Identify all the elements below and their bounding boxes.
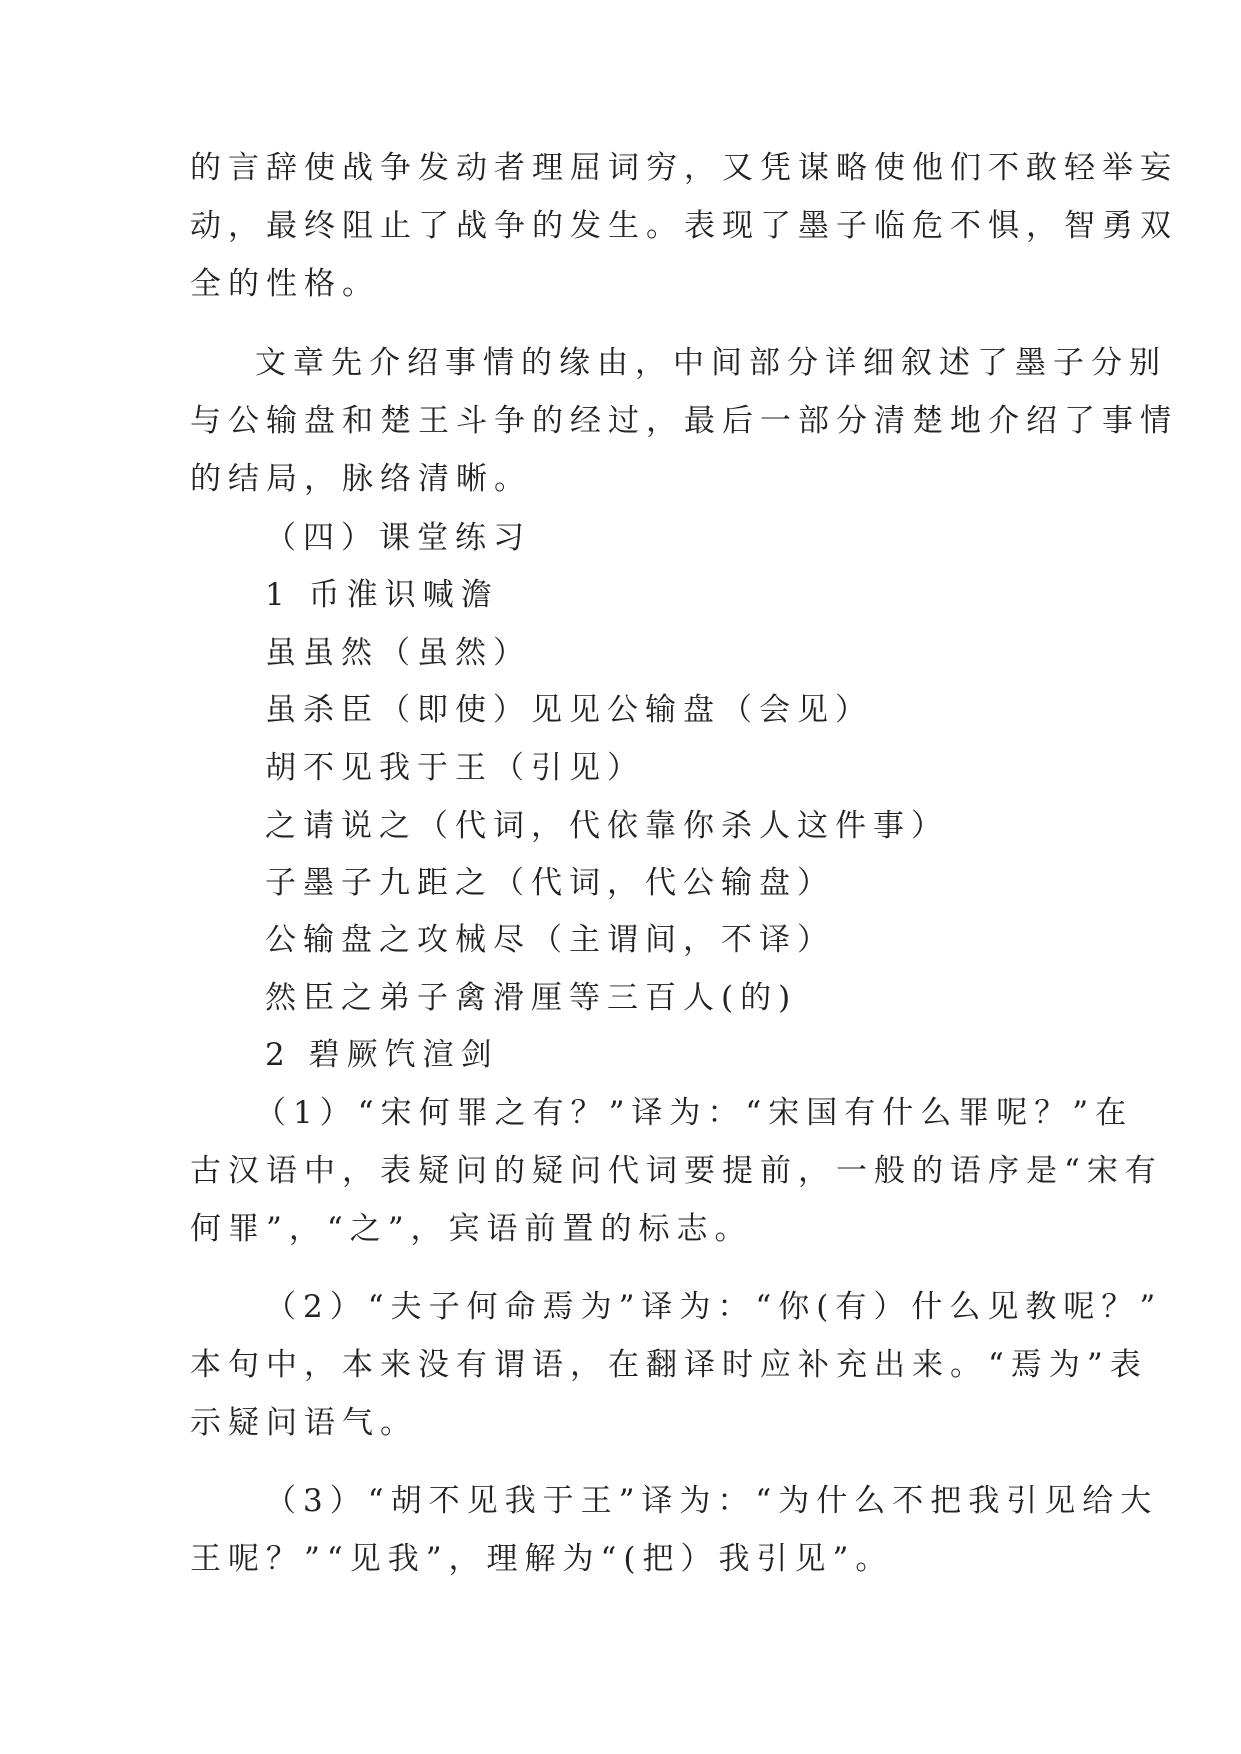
- subheading: 1 币淮识喊澹: [265, 577, 499, 613]
- paragraph-line: （2）“夫子何命焉为”译为：“你(有）什么见教呢？”: [265, 1289, 1163, 1325]
- paragraph-line: 动，最终阻止了战争的发生。表现了墨子临危不惧，智勇双: [190, 208, 1178, 244]
- list-item: 公输盘之攻械尽（主谓间，不译）: [265, 922, 835, 958]
- paragraph-line: 本句中，本来没有谓语，在翻译时应补充出来。“焉为”表: [190, 1347, 1148, 1383]
- section-heading: （四）课堂练习: [265, 520, 531, 556]
- paragraph-line: （3）“胡不见我于王”译为：“为什么不把我引见给大: [265, 1483, 1159, 1519]
- paragraph-line: 的言辞使战争发动者理屈词穷，又凭谋略使他们不敢轻举妄: [190, 150, 1178, 186]
- list-item: 之请说之（代词，代依靠你杀人这件事）: [265, 808, 949, 844]
- paragraph-line: 示疑问语气。: [190, 1405, 418, 1441]
- list-item: 然臣之弟子禽滑厘等三百人(的): [265, 980, 798, 1016]
- paragraph-line: 的结局，脉络清晰。: [190, 461, 532, 497]
- paragraph-line: 王呢？”“见我”，理解为“(把）我引见”。: [190, 1541, 894, 1577]
- list-item: 胡不见我于王（引见）: [265, 750, 645, 786]
- subheading: 2 碧厥饩渲剑: [265, 1037, 499, 1073]
- list-item: 虽杀臣（即使）见见公输盘（会见）: [265, 692, 873, 728]
- list-item: 子墨子九距之（代词，代公输盘）: [265, 865, 835, 901]
- paragraph-line: （1）“宋何罪之有？”译为：“宋国有什么罪呢？”在: [255, 1095, 1134, 1131]
- paragraph-line: 与公输盘和楚王斗争的经过，最后一部分清楚地介绍了事情: [190, 403, 1178, 439]
- paragraph-line: 何罪”，“之”，宾语前置的标志。: [190, 1211, 753, 1247]
- list-item: 虽虽然（虽然）: [265, 635, 531, 671]
- paragraph-line: 文章先介绍事情的缘由，中间部分详细叙述了墨子分别: [255, 345, 1167, 381]
- paragraph-line: 古汉语中，表疑问的疑问代词要提前，一般的语序是“宋有: [190, 1153, 1163, 1189]
- paragraph-line: 全的性格。: [190, 266, 380, 302]
